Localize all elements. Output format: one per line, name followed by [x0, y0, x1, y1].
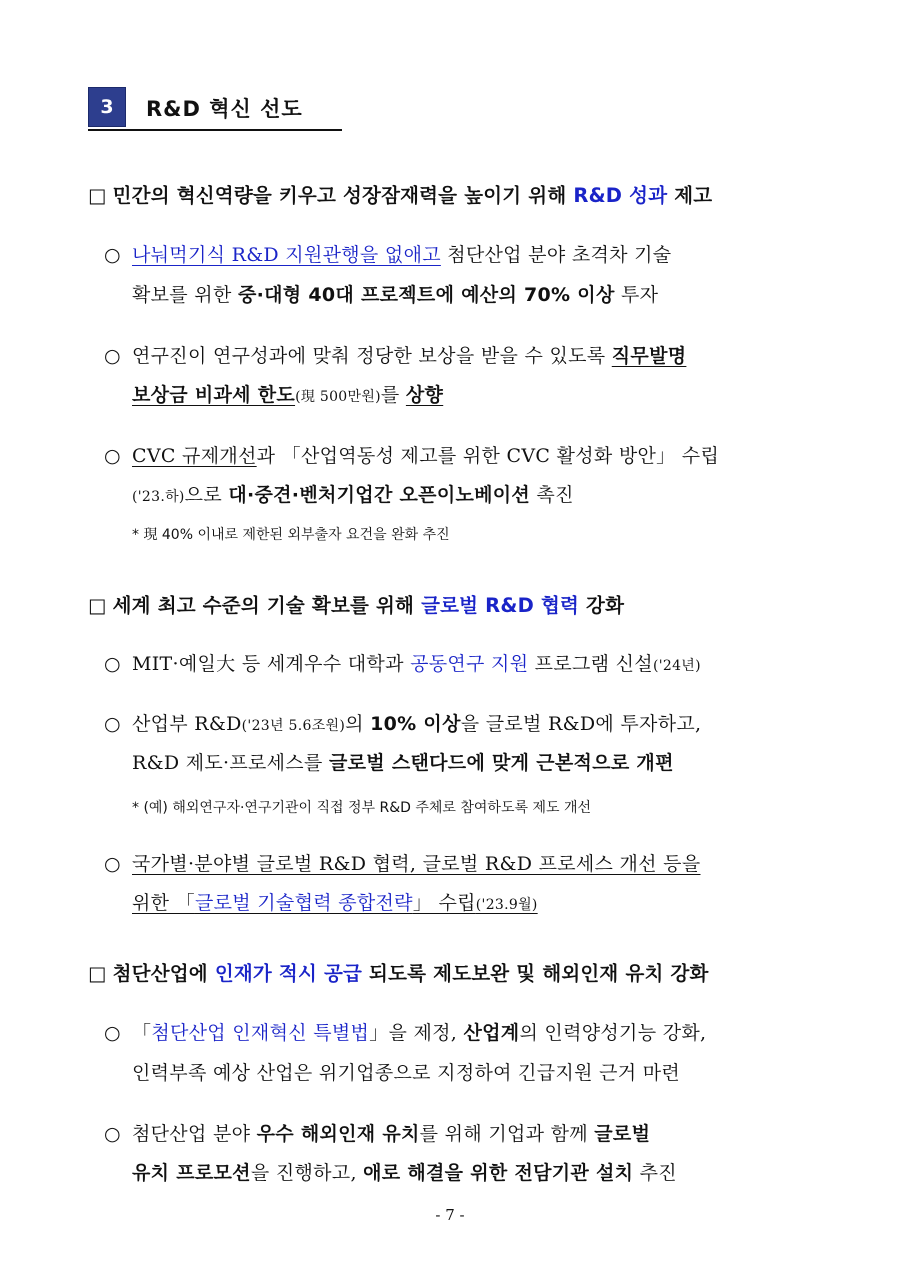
heading-emphasis: 인재가 적시 공급 [214, 962, 363, 985]
circle-bullet-icon: ○ [104, 853, 121, 875]
bullet-item-1-line-1: ○ 나눠먹기식 R&D 지원관행을 없애고 첨단산업 분야 초격차 기술 [104, 244, 672, 266]
bullet-item-7-line-2: 인력부족 예상 산업은 위기업종으로 지정하여 긴급지원 근거 마련 [132, 1062, 681, 1084]
bullet-item-3-line-2: ('23.하)으로 대·중견·벤처기업간 오픈이노베이션 촉진 [132, 484, 574, 506]
bullet-item-2-line-1: ○ 연구진이 연구성과에 맞춰 정당한 보상을 받을 수 있도록 직무발명 [104, 345, 687, 367]
underlined-link-text: 나눠먹기식 R&D 지원관행을 없애고 [132, 244, 441, 266]
bullet-item-1-line-2: 확보를 위한 중·대형 40대 프로젝트에 예산의 70% 이상 투자 [132, 284, 659, 306]
bullet-item-4: ○ MIT·예일大 등 세계우수 대학과 공동연구 지원 프로그램 신설('24년) [104, 653, 701, 675]
circle-bullet-icon: ○ [104, 653, 121, 675]
bullet-item-8-line-1: ○ 첨단산업 분야 우수 해외인재 유치를 위해 기업과 함께 글로벌 [104, 1123, 651, 1145]
footnote: * (예) 해외연구자·연구기관이 직접 정부 R&D 주체로 참여하도록 제도 개선 [132, 800, 591, 816]
circle-bullet-icon: ○ [104, 1022, 121, 1044]
heading-emphasis: 글로벌 R&D 협력 [421, 594, 580, 617]
checkbox-square-icon: □ [88, 962, 107, 985]
heading-global-rd: □ 세계 최고 수준의 기술 확보를 위해 글로벌 R&D 협력 강화 [88, 594, 625, 617]
checkbox-square-icon: □ [88, 594, 107, 617]
circle-bullet-icon: ○ [104, 244, 121, 266]
bullet-item-6-line-2: 위한 「글로벌 기술협력 종합전략」 수립('23.9월) [132, 892, 538, 914]
checkbox-square-icon: □ [88, 184, 107, 207]
heading-rd-performance: □ 민간의 혁신역량을 키우고 성장잠재력을 높이기 위해 R&D 성과 제고 [88, 184, 713, 207]
bullet-item-3-line-1: ○ CVC 규제개선과 「산업역동성 제고를 위한 CVC 활성화 방안」 수립 [104, 445, 720, 467]
bullet-item-2-line-2: 보상금 비과세 한도(現 500만원)를 상향 [132, 384, 444, 406]
bullet-item-7-line-1: ○ 「첨단산업 인재혁신 특별법」을 제정, 산업계의 인력양성기능 강화, [104, 1022, 707, 1044]
page-number: - 7 - [435, 1206, 465, 1224]
bullet-item-5-line-1: ○ 산업부 R&D('23년 5.6조원)의 10% 이상을 글로벌 R&D에 투자하고, [104, 713, 702, 735]
section-title: R&D 혁신 선도 [146, 97, 303, 121]
bullet-item-6-line-1: ○ 국가별·분야별 글로벌 R&D 협력, 글로벌 R&D 프로세스 개선 등을 [104, 853, 701, 875]
section-number-badge: 3 [88, 87, 126, 127]
section-header [88, 87, 342, 131]
footnote: * 現 40% 이내로 제한된 외부출자 요건을 완화 추진 [132, 527, 450, 543]
circle-bullet-icon: ○ [104, 445, 121, 467]
bullet-item-8-line-2: 유치 프로모션을 진행하고, 애로 해결을 위한 전담기관 설치 추진 [132, 1162, 677, 1184]
bullet-item-5-line-2: R&D 제도·프로세스를 글로벌 스탠다드에 맞게 근본적으로 개편 [132, 752, 674, 774]
circle-bullet-icon: ○ [104, 1123, 121, 1145]
heading-emphasis: R&D 성과 [573, 184, 668, 207]
circle-bullet-icon: ○ [104, 713, 121, 735]
circle-bullet-icon: ○ [104, 345, 121, 367]
heading-talent-supply: □ 첨단산업에 인재가 적시 공급 되도록 제도보완 및 해외인재 유치 강화 [88, 962, 709, 985]
